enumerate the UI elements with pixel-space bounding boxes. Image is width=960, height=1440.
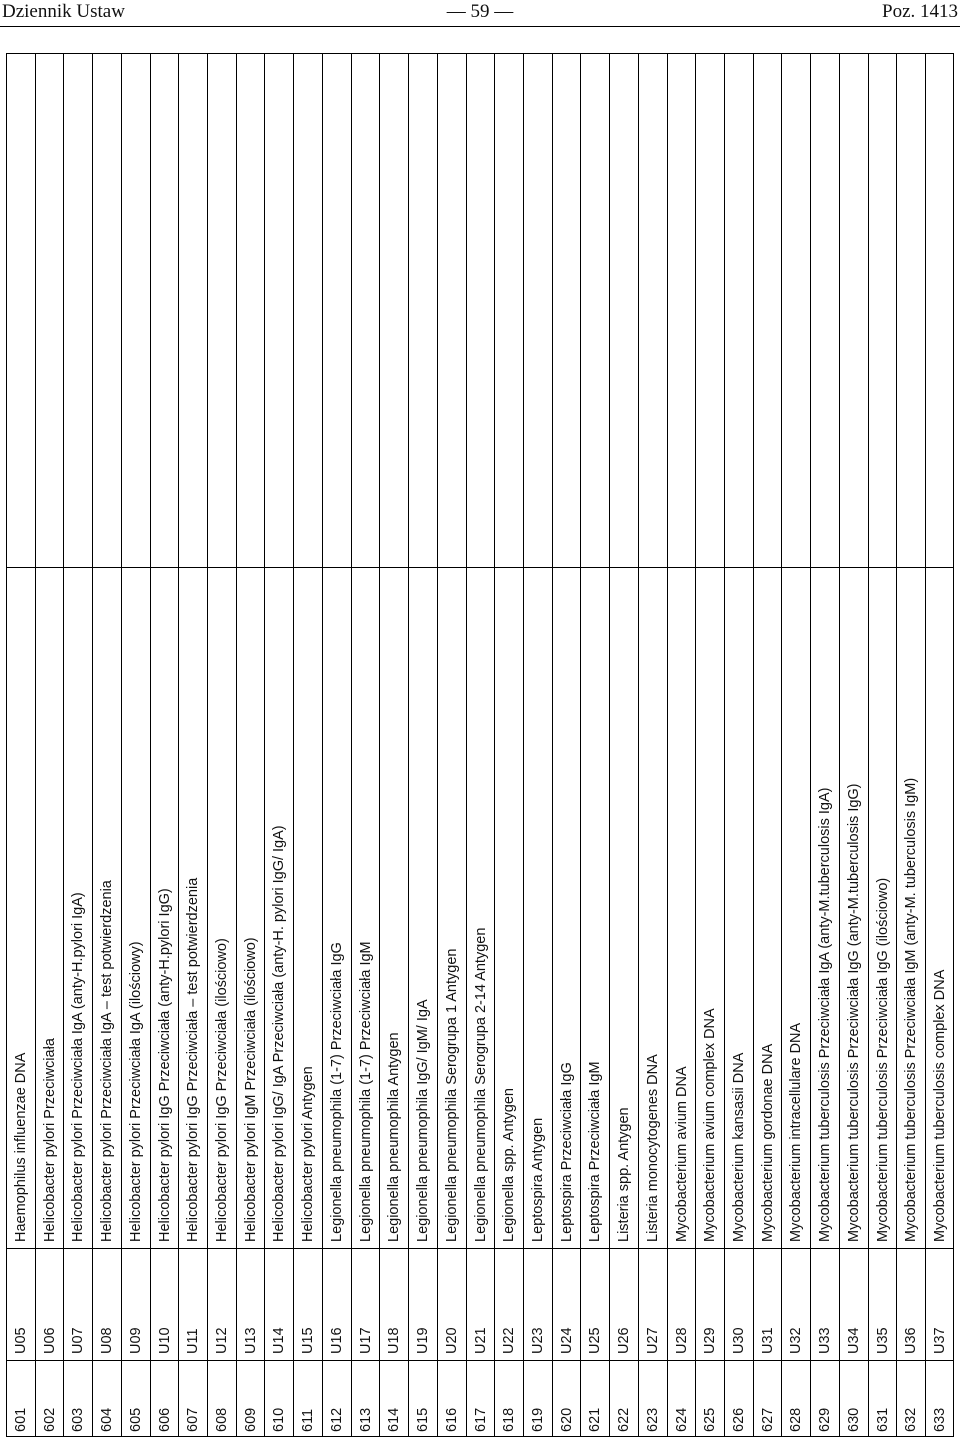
row-name: Helicobacter pylori Przeciwciała (36, 567, 64, 1248)
row-empty-cell (553, 54, 581, 567)
row-name: Mycobacterium tuberculosis complex DNA (926, 567, 954, 1248)
row-name: Mycobacterium tuberculosis Przeciwciała IgG (anty-M.tuberculosis IgG) (840, 567, 868, 1248)
row-name: Mycobacterium avium DNA (668, 567, 696, 1248)
row-empty-cell (725, 54, 753, 567)
row-code: U27 (639, 1248, 667, 1360)
row-name: Leptospira Przeciwciała IgG (553, 567, 581, 1248)
row-name: Legionella pneumophila (1-7) Przeciwciała IgM (352, 567, 380, 1248)
row-name: Mycobacterium gordonae DNA (754, 567, 782, 1248)
row-code: U08 (93, 1248, 121, 1360)
row-number: 615 (409, 1360, 437, 1437)
row-code: U34 (840, 1248, 868, 1360)
table-row (782, 54, 811, 1437)
row-code: U31 (754, 1248, 782, 1360)
row-number: 630 (840, 1360, 868, 1437)
row-name: Mycobacterium avium complex DNA (696, 567, 724, 1248)
row-name: Helicobacter pylori Przeciwciała IgA (anty-H.pylori IgA) (64, 567, 92, 1248)
row-name: Legionella pneumophila (1-7) Przeciwciała IgG (323, 567, 351, 1248)
table-row (495, 54, 524, 1437)
row-empty-cell (64, 54, 92, 567)
row-number: 629 (811, 1360, 839, 1437)
row-number: 631 (869, 1360, 897, 1437)
row-empty-cell (524, 54, 552, 567)
row-number: 632 (897, 1360, 925, 1437)
row-number: 611 (294, 1360, 322, 1437)
table-row (668, 54, 697, 1437)
row-number: 601 (7, 1360, 35, 1437)
row-code: U37 (926, 1248, 954, 1360)
row-empty-cell (696, 54, 724, 567)
row-code: U22 (495, 1248, 523, 1360)
table-row (208, 54, 237, 1437)
table-row (467, 54, 496, 1437)
row-empty-cell (897, 54, 925, 567)
table-row (64, 54, 93, 1437)
table-row (696, 54, 725, 1437)
row-name: Legionella pneumophila Antygen (380, 567, 408, 1248)
row-name: Mycobacterium tuberculosis Przeciwciała IgM (anty-M. tuberculosis IgM) (897, 567, 925, 1248)
row-number: 625 (696, 1360, 724, 1437)
row-name: Listeria spp. Antygen (610, 567, 638, 1248)
row-empty-cell (93, 54, 121, 567)
row-empty-cell (639, 54, 667, 567)
row-code: U26 (610, 1248, 638, 1360)
row-name: Legionella spp. Antygen (495, 567, 523, 1248)
row-code: U35 (869, 1248, 897, 1360)
row-code: U33 (811, 1248, 839, 1360)
journal-title: Dziennik Ustaw (2, 1, 125, 22)
row-code: U25 (581, 1248, 609, 1360)
row-empty-cell (438, 54, 466, 567)
table-row (639, 54, 668, 1437)
table-row (151, 54, 180, 1437)
table-row (438, 54, 467, 1437)
row-name: Helicobacter pylori Antygen (294, 567, 322, 1248)
row-code: U23 (524, 1248, 552, 1360)
row-empty-cell (668, 54, 696, 567)
row-code: U15 (294, 1248, 322, 1360)
row-empty-cell (122, 54, 150, 567)
row-code: U10 (151, 1248, 179, 1360)
table-row (323, 54, 352, 1437)
row-number: 606 (151, 1360, 179, 1437)
row-number: 604 (93, 1360, 121, 1437)
row-empty-cell (352, 54, 380, 567)
row-number: 609 (237, 1360, 265, 1437)
row-number: 603 (64, 1360, 92, 1437)
row-name: Mycobacterium intracellulare DNA (782, 567, 810, 1248)
row-name: Helicobacter pylori IgG Przeciwciała (anty-H.pylori IgG) (151, 567, 179, 1248)
row-code: U16 (323, 1248, 351, 1360)
page-header (0, 0, 960, 27)
row-empty-cell (782, 54, 810, 567)
row-code: U13 (237, 1248, 265, 1360)
table-row (725, 54, 754, 1437)
row-number: 608 (208, 1360, 236, 1437)
table-row (524, 54, 553, 1437)
row-number: 623 (639, 1360, 667, 1437)
row-code: U36 (897, 1248, 925, 1360)
row-name: Haemophilus influenzae DNA (7, 567, 35, 1248)
row-name: Legionella pneumophila Serogrupa 2-14 Antygen (467, 567, 495, 1248)
row-code: U18 (380, 1248, 408, 1360)
row-code: U20 (438, 1248, 466, 1360)
row-number: 633 (926, 1360, 954, 1437)
row-number: 612 (323, 1360, 351, 1437)
table-row (7, 54, 36, 1437)
table-row (926, 54, 954, 1437)
row-code: U09 (122, 1248, 150, 1360)
row-empty-cell (151, 54, 179, 567)
row-name: Helicobacter pylori IgG Przeciwciała – test potwierdzenia (179, 567, 207, 1248)
table-row (265, 54, 294, 1437)
table-row (352, 54, 381, 1437)
page-number: — 59 — (446, 1, 514, 22)
row-name: Mycobacterium tuberculosis Przeciwciała IgG (ilościowo) (869, 567, 897, 1248)
row-empty-cell (754, 54, 782, 567)
row-code: U29 (696, 1248, 724, 1360)
row-number: 614 (380, 1360, 408, 1437)
table-row (122, 54, 151, 1437)
table-row (610, 54, 639, 1437)
row-empty-cell (265, 54, 293, 567)
row-empty-cell (610, 54, 638, 567)
row-code: U14 (265, 1248, 293, 1360)
row-name: Helicobacter pylori IgG Przeciwciała (ilościowo) (208, 567, 236, 1248)
table-row (811, 54, 840, 1437)
row-code: U28 (668, 1248, 696, 1360)
row-empty-cell (467, 54, 495, 567)
table-row (237, 54, 266, 1437)
row-empty-cell (926, 54, 954, 567)
position-number: Poz. 1413 (882, 1, 958, 22)
row-code: U21 (467, 1248, 495, 1360)
row-empty-cell (495, 54, 523, 567)
row-empty-cell (380, 54, 408, 567)
row-empty-cell (409, 54, 437, 567)
row-code: U30 (725, 1248, 753, 1360)
row-code: U12 (208, 1248, 236, 1360)
row-empty-cell (811, 54, 839, 567)
row-empty-cell (7, 54, 35, 567)
table-row (380, 54, 409, 1437)
row-number: 621 (581, 1360, 609, 1437)
row-number: 620 (553, 1360, 581, 1437)
row-name: Helicobacter pylori IgG/ IgA Przeciwciała (anty-H. pylori IgG/ IgA) (265, 567, 293, 1248)
row-number: 616 (438, 1360, 466, 1437)
row-number: 624 (668, 1360, 696, 1437)
row-name: Mycobacterium kansasii DNA (725, 567, 753, 1248)
row-number: 619 (524, 1360, 552, 1437)
row-number: 602 (36, 1360, 64, 1437)
table-row (179, 54, 208, 1437)
table-row (754, 54, 783, 1437)
row-code: U32 (782, 1248, 810, 1360)
table-row (36, 54, 65, 1437)
row-name: Listeria monocytogenes DNA (639, 567, 667, 1248)
row-number: 627 (754, 1360, 782, 1437)
row-code: U11 (179, 1248, 207, 1360)
row-name: Mycobacterium tuberculosis Przeciwciała IgA (anty-M.tuberculosis IgA) (811, 567, 839, 1248)
row-name: Legionella pneumophila Serogrupa 1 Antygen (438, 567, 466, 1248)
row-number: 618 (495, 1360, 523, 1437)
row-empty-cell (840, 54, 868, 567)
row-number: 607 (179, 1360, 207, 1437)
row-empty-cell (237, 54, 265, 567)
row-name: Helicobacter pylori Przeciwciała IgA – test potwierdzenia (93, 567, 121, 1248)
table-row (897, 54, 926, 1437)
row-name: Leptospira Antygen (524, 567, 552, 1248)
row-number: 626 (725, 1360, 753, 1437)
row-name: Helicobacter pylori Przeciwciała IgA (ilościowy) (122, 567, 150, 1248)
table-row (840, 54, 869, 1437)
table-row (294, 54, 323, 1437)
table-row (409, 54, 438, 1437)
table-row (93, 54, 122, 1437)
row-number: 605 (122, 1360, 150, 1437)
row-code: U19 (409, 1248, 437, 1360)
row-code: U05 (7, 1248, 35, 1360)
table-row (553, 54, 582, 1437)
row-code: U06 (36, 1248, 64, 1360)
row-name: Legionella pneumophila IgG/ IgM/ IgA (409, 567, 437, 1248)
row-number: 613 (352, 1360, 380, 1437)
row-empty-cell (208, 54, 236, 567)
table-row (581, 54, 610, 1437)
row-code: U07 (64, 1248, 92, 1360)
row-empty-cell (36, 54, 64, 567)
row-empty-cell (179, 54, 207, 567)
row-number: 610 (265, 1360, 293, 1437)
row-code: U24 (553, 1248, 581, 1360)
row-number: 617 (467, 1360, 495, 1437)
row-number: 622 (610, 1360, 638, 1437)
row-empty-cell (323, 54, 351, 567)
rotated-table-body (7, 54, 954, 1437)
row-empty-cell (294, 54, 322, 567)
row-empty-cell (581, 54, 609, 567)
row-code: U17 (352, 1248, 380, 1360)
row-name: Leptospira Przeciwciała IgM (581, 567, 609, 1248)
table-row (869, 54, 898, 1437)
row-number: 628 (782, 1360, 810, 1437)
row-empty-cell (869, 54, 897, 567)
procedures-table (6, 53, 954, 1437)
row-name: Helicobacter pylori IgM Przeciwciała (ilościowo) (237, 567, 265, 1248)
